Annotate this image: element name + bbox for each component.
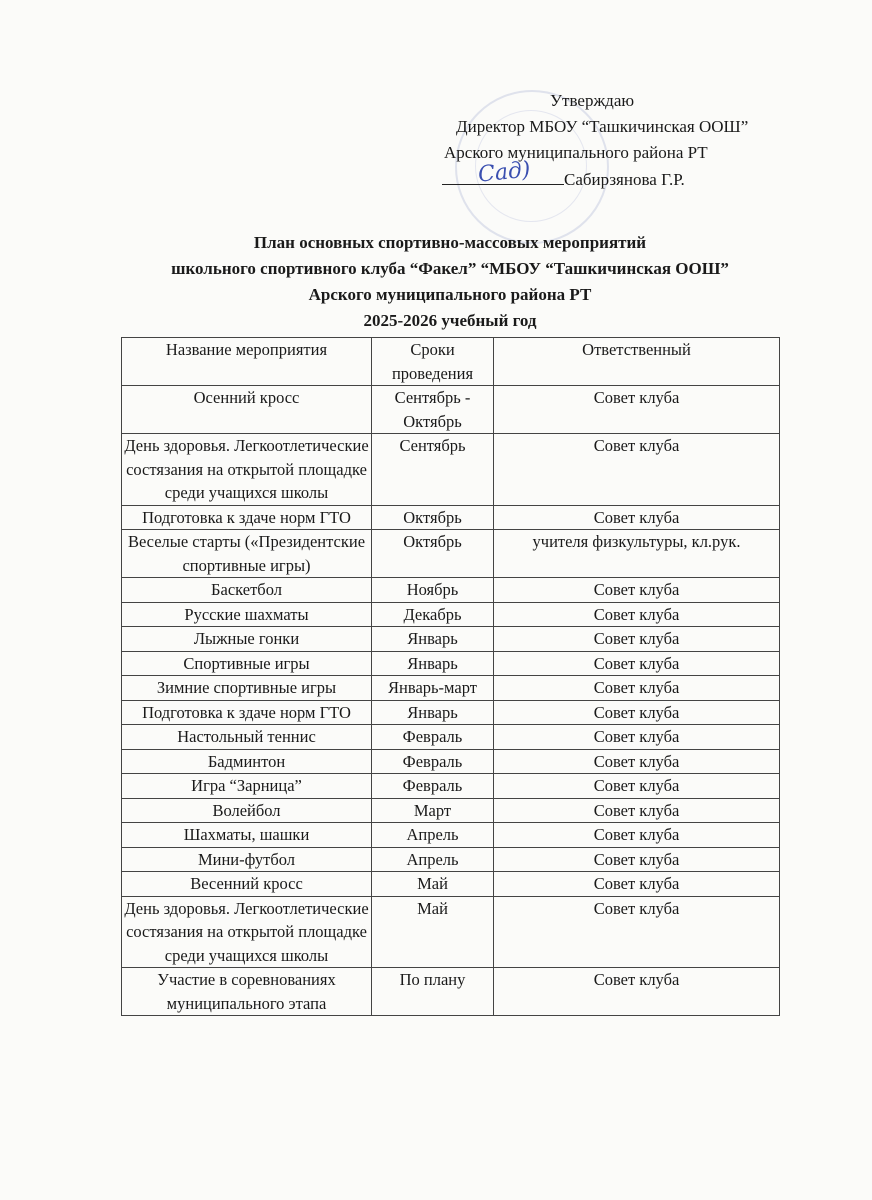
event-dates: Май xyxy=(372,896,494,968)
event-responsible: Совет клуба xyxy=(494,386,780,434)
table-row xyxy=(122,434,780,506)
table-row xyxy=(122,896,780,968)
table-row xyxy=(122,798,780,823)
event-responsible: Совет клуба xyxy=(494,823,780,848)
event-responsible: Совет клуба xyxy=(494,676,780,701)
event-dates: Январь xyxy=(372,627,494,652)
event-dates: Январь xyxy=(372,651,494,676)
handwritten-signature: Сад) xyxy=(476,157,532,188)
table-row xyxy=(122,725,780,750)
table-row xyxy=(122,968,780,1016)
event-responsible: Совет клуба xyxy=(494,505,780,530)
table-row xyxy=(122,651,780,676)
event-dates: Март xyxy=(372,798,494,823)
event-name: Волейбол xyxy=(122,798,372,823)
event-responsible: Совет клуба xyxy=(494,602,780,627)
header-responsible: Ответственный xyxy=(494,338,780,386)
table-row xyxy=(122,847,780,872)
event-name: День здоровья. Легкоотлетические состязания на открытой площадке среди учащихся школы xyxy=(122,896,372,968)
event-responsible: Совет клуба xyxy=(494,651,780,676)
event-dates: Февраль xyxy=(372,774,494,799)
title-line: Арского муниципального района РТ xyxy=(308,285,592,304)
table-header-row xyxy=(122,338,780,386)
title-line: школьного спортивного клуба “Факел” “МБОУ “Ташкичинская ООШ” xyxy=(171,259,729,278)
event-responsible: Совет клуба xyxy=(494,434,780,506)
table-row xyxy=(122,749,780,774)
table-row xyxy=(122,774,780,799)
event-name: Настольный теннис xyxy=(122,725,372,750)
header-dates: Сроки проведения xyxy=(372,338,494,386)
event-dates: Сентябрь - Октябрь xyxy=(372,386,494,434)
event-dates: Апрель xyxy=(372,823,494,848)
table-row xyxy=(122,700,780,725)
event-dates: Февраль xyxy=(372,725,494,750)
event-responsible: учителя физкультуры, кл.рук. xyxy=(494,530,780,578)
event-name: Подготовка к здаче норм ГТО xyxy=(122,505,372,530)
event-name: Шахматы, шашки xyxy=(122,823,372,848)
event-dates: Январь xyxy=(372,700,494,725)
event-name: Зимние спортивные игры xyxy=(122,676,372,701)
title-line: План основных спортивно-массовых мероприятий xyxy=(253,233,647,252)
table-row xyxy=(122,676,780,701)
event-dates: Декабрь xyxy=(372,602,494,627)
event-name: Участие в соревнованиях муниципального этапа xyxy=(122,968,372,1016)
event-responsible: Совет клуба xyxy=(494,896,780,968)
event-responsible: Совет клуба xyxy=(494,700,780,725)
event-responsible: Совет клуба xyxy=(494,578,780,603)
document-title xyxy=(0,230,872,334)
event-name: Подготовка к здаче норм ГТО xyxy=(122,700,372,725)
event-dates: Ноябрь xyxy=(372,578,494,603)
event-name: Баскетбол xyxy=(122,578,372,603)
event-responsible: Совет клуба xyxy=(494,749,780,774)
table-row xyxy=(122,872,780,897)
event-name: Лыжные гонки xyxy=(122,627,372,652)
event-responsible: Совет клуба xyxy=(494,847,780,872)
event-responsible: Совет клуба xyxy=(494,627,780,652)
event-name: Мини-футбол xyxy=(122,847,372,872)
event-responsible: Совет клуба xyxy=(494,774,780,799)
approval-heading: Утверждаю xyxy=(550,91,635,110)
table-row xyxy=(122,602,780,627)
event-responsible: Совет клуба xyxy=(494,798,780,823)
event-dates: Октябрь xyxy=(372,505,494,530)
approval-district: Арского муниципального района РТ xyxy=(444,143,708,162)
event-dates: Февраль xyxy=(372,749,494,774)
table-row xyxy=(122,530,780,578)
table-row xyxy=(122,823,780,848)
event-dates: По плану xyxy=(372,968,494,1016)
event-responsible: Совет клуба xyxy=(494,872,780,897)
table-row xyxy=(122,578,780,603)
event-name: Весенний кросс xyxy=(122,872,372,897)
event-name: Веселые старты («Президентские спортивные игры) xyxy=(122,530,372,578)
event-responsible: Совет клуба xyxy=(494,725,780,750)
title-year: 2025-2026 учебный год xyxy=(363,311,537,330)
table-row xyxy=(122,386,780,434)
event-name: Русские шахматы xyxy=(122,602,372,627)
event-name: Спортивные игры xyxy=(122,651,372,676)
event-name: Бадминтон xyxy=(122,749,372,774)
event-responsible: Совет клуба xyxy=(494,968,780,1016)
event-dates: Октябрь xyxy=(372,530,494,578)
event-name: Осенний кросс xyxy=(122,386,372,434)
approval-position: Директор МБОУ “Ташкичинская ООШ” xyxy=(456,117,749,136)
signer-name: Сабирзянова Г.Р. xyxy=(564,170,685,189)
table-row xyxy=(122,627,780,652)
table-row xyxy=(122,505,780,530)
event-dates: Май xyxy=(372,872,494,897)
event-dates: Январь-март xyxy=(372,676,494,701)
events-table xyxy=(121,337,780,1016)
event-name: День здоровья. Легкоотлетические состязания на открытой площадке среди учащихся школы xyxy=(122,434,372,506)
event-name: Игра “Зарница” xyxy=(122,774,372,799)
event-dates: Апрель xyxy=(372,847,494,872)
event-dates: Сентябрь xyxy=(372,434,494,506)
header-event: Название мероприятия xyxy=(122,338,372,386)
